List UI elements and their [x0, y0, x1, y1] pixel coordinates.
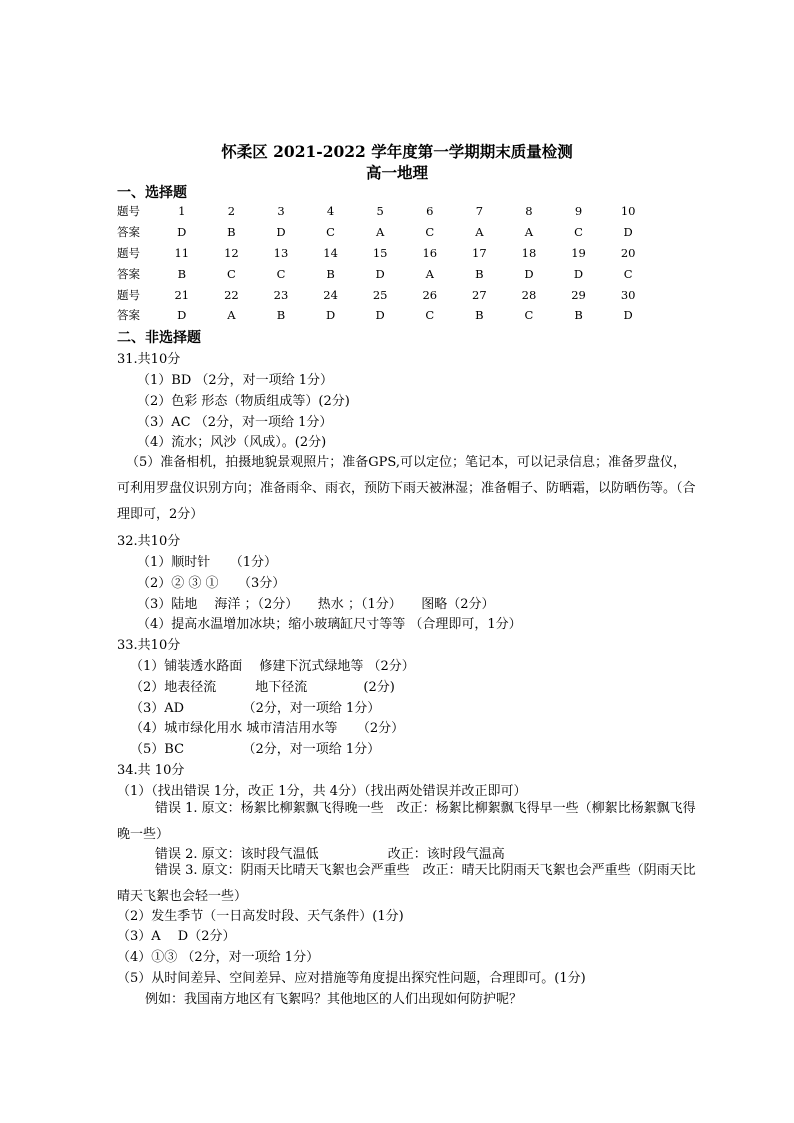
answer-table-cell: 25: [372, 287, 388, 302]
answer-table-cell: 14: [323, 245, 338, 260]
answer-table-cell: A: [376, 225, 385, 240]
answer-table-cell: 27: [472, 287, 487, 302]
answer-table-cell: 5: [376, 204, 384, 219]
q31-heading: 31.共10分: [117, 352, 181, 367]
section-heading-choice: 一、选择题: [117, 185, 187, 201]
answer-table-cell: 24: [323, 287, 338, 302]
answer-table-cell: C: [226, 266, 236, 281]
answer-table-cell: A: [425, 266, 434, 281]
row-label: 题号: [117, 245, 140, 260]
answer-table-cell: 16: [422, 245, 438, 260]
answer-table-cell: A: [524, 225, 534, 240]
answer-table-cell: D: [325, 308, 336, 323]
exam-title: 怀柔区 2021-2022 学年度第一学期期末质量检测: [221, 142, 573, 161]
q34-answer-5: （5）从时间差异、空间差异、应对措施等角度提出探究性问题，合理即可。(1分): [117, 971, 586, 986]
answer-table-row: [117, 305, 653, 326]
answer-table-cell: D: [375, 266, 385, 281]
answer-table-cell: D: [276, 225, 286, 240]
subject-title: 高一地理: [365, 163, 428, 182]
q34-answer-2: （2）发生季节（一日高发时段、天气条件）(1分): [117, 909, 404, 924]
q34-answer-4: （4）①③ （2分，对一项给 1分）: [117, 950, 320, 965]
answer-table-cell: 6: [426, 204, 434, 219]
answer-table-cell: 22: [224, 287, 239, 302]
q34-answer-3: （3）A D（2分）: [117, 929, 236, 944]
q34-answer-1: （1）（找出错误 1分，改正 1分，共 4分）（找出两处错误并改正即可）: [117, 784, 527, 799]
q33-answer-2: （2）地表径流 地下径流 (2分): [130, 680, 395, 695]
section-heading-nonchoice: 二、非选择题: [117, 330, 201, 346]
answer-table-cell: B: [227, 225, 236, 240]
q32-answer-3: （3）陆地 海洋 ；（2分） 热水 ；（1分） 图略（2分）: [137, 597, 495, 612]
answer-table-cell: D: [623, 308, 633, 323]
answer-table-cell: B: [276, 308, 286, 323]
answer-table-cell: 9: [574, 204, 583, 219]
choice-answer-table: [117, 201, 653, 326]
answer-table-row: [117, 263, 653, 284]
answer-table-cell: C: [623, 266, 633, 281]
answer-table-cell: D: [623, 225, 633, 240]
answer-table-cell: 8: [525, 204, 533, 219]
answer-table-cell: 26: [422, 287, 438, 302]
answer-table-cell: D: [177, 308, 187, 323]
q33-answer-3: （3）AD （2分，对一项给 1分）: [130, 701, 381, 716]
q33-answer-5: （5）BC （2分，对一项给 1分）: [130, 742, 381, 757]
q33-answer-4: （4）城市绿化用水 城市清洁用水等 （2分）: [130, 721, 405, 736]
row-label: 答案: [117, 308, 140, 323]
answer-table-cell: 18: [521, 245, 537, 260]
answer-table-cell: 2: [227, 204, 236, 219]
answer-table-cell: 3: [277, 204, 285, 219]
q34-error-2: 错误 2. 原文：该时段气温低 改正：该时段气温高: [155, 847, 505, 862]
answer-table-cell: 7: [475, 204, 484, 219]
answer-table-cell: 21: [174, 287, 190, 302]
answer-table-cell: 30: [620, 287, 636, 302]
answer-table-cell: A: [227, 308, 236, 323]
answer-table-cell: 20: [620, 245, 636, 260]
answer-table-cell: C: [425, 225, 435, 240]
answer-table-cell: B: [574, 308, 583, 323]
answer-table-cell: 17: [472, 245, 487, 260]
answer-table-cell: 4: [326, 204, 335, 219]
q32-heading: 32.共10分: [117, 534, 181, 549]
answer-table-cell: A: [475, 225, 484, 240]
answer-table-cell: B: [326, 266, 335, 281]
row-label: 答案: [117, 266, 140, 281]
answer-table-cell: 28: [521, 287, 537, 302]
answer-table-row: [117, 243, 653, 264]
q32-answer-2: （2）② ③ ① （3分）: [137, 576, 286, 591]
q31-answer-4: （4）流水；风沙（风成）。(2分): [137, 435, 327, 450]
q34-error-3: 错误 3. 原文：阴雨天比晴天飞絮也会严重些 改正：晴天比阴雨天飞絮也会严重些（阴雨天比晴天飞絮也会轻一些）: [117, 863, 696, 904]
answer-table-cell: 23: [273, 287, 289, 302]
answer-table-cell: 29: [571, 287, 586, 302]
q34-heading: 34.共 10分: [117, 763, 185, 778]
answer-table-cell: 19: [571, 245, 586, 260]
q34-example: 例如：我国南方地区有飞絮吗？其他地区的人们出现如何防护呢？: [145, 992, 523, 1007]
q31-answer-1: （1）BD （2分，对一项给 1分）: [137, 373, 334, 388]
answer-table-cell: 12: [224, 245, 239, 260]
answer-table-cell: C: [574, 225, 583, 240]
answer-table-row: [117, 222, 653, 243]
answer-table-cell: B: [475, 266, 484, 281]
answer-table-cell: D: [177, 225, 187, 240]
q33-heading: 33.共10分: [117, 638, 181, 653]
row-label: 题号: [117, 204, 140, 219]
answer-table-cell: 1: [178, 204, 186, 219]
answer-table-cell: C: [326, 225, 335, 240]
q34-error-1: 错误 1. 原文：杨絮比柳絮飘飞得晚一些 改正：杨絮比柳絮飘飞得早一些（柳絮比杨絮飘飞得晚一些）: [117, 801, 696, 842]
answer-table-cell: 10: [620, 204, 636, 219]
answer-table-cell: B: [177, 266, 187, 281]
q32-answer-4: （4）提高水温增加冰块；缩小玻璃缸尺寸等等 （合理即可，1分）: [137, 617, 522, 632]
q31-answer-2: （2）色彩 形态（物质组成等）(2分): [137, 394, 350, 409]
answer-table-cell: D: [375, 308, 385, 323]
answer-table-row: [117, 284, 653, 305]
q32-answer-1: （1）顺时针 （1分）: [137, 555, 278, 570]
answer-table-cell: 15: [372, 245, 388, 260]
q33-answer-1: （1）铺装透水路面 修建下沉式绿地等 （2分）: [130, 659, 415, 674]
row-label: 答案: [117, 225, 140, 240]
answer-table-cell: 11: [174, 245, 190, 260]
q31-answer-3: （3）AC （2分，对一项给 1分）: [137, 415, 333, 430]
answer-table-cell: D: [524, 266, 534, 281]
answer-table-cell: C: [276, 266, 286, 281]
answer-table-cell: 13: [273, 245, 289, 260]
row-label: 题号: [117, 287, 140, 302]
answer-table-cell: B: [475, 308, 484, 323]
answer-table-row: [117, 201, 653, 222]
answer-table-cell: C: [425, 308, 435, 323]
q31-answer-5: （5）准备相机，拍摄地貌景观照片；准备GPS,可以定位；笔记本，可以记录信息；准备罗盘仪，可利用罗盘仪识别方向；准备雨伞、雨衣，预防下雨天被淋湿；准备帽子、防晒霜，以防晒伤等。（合理即可，2分）: [117, 455, 696, 522]
answer-table-cell: C: [524, 308, 534, 323]
answer-table-cell: D: [573, 266, 584, 281]
